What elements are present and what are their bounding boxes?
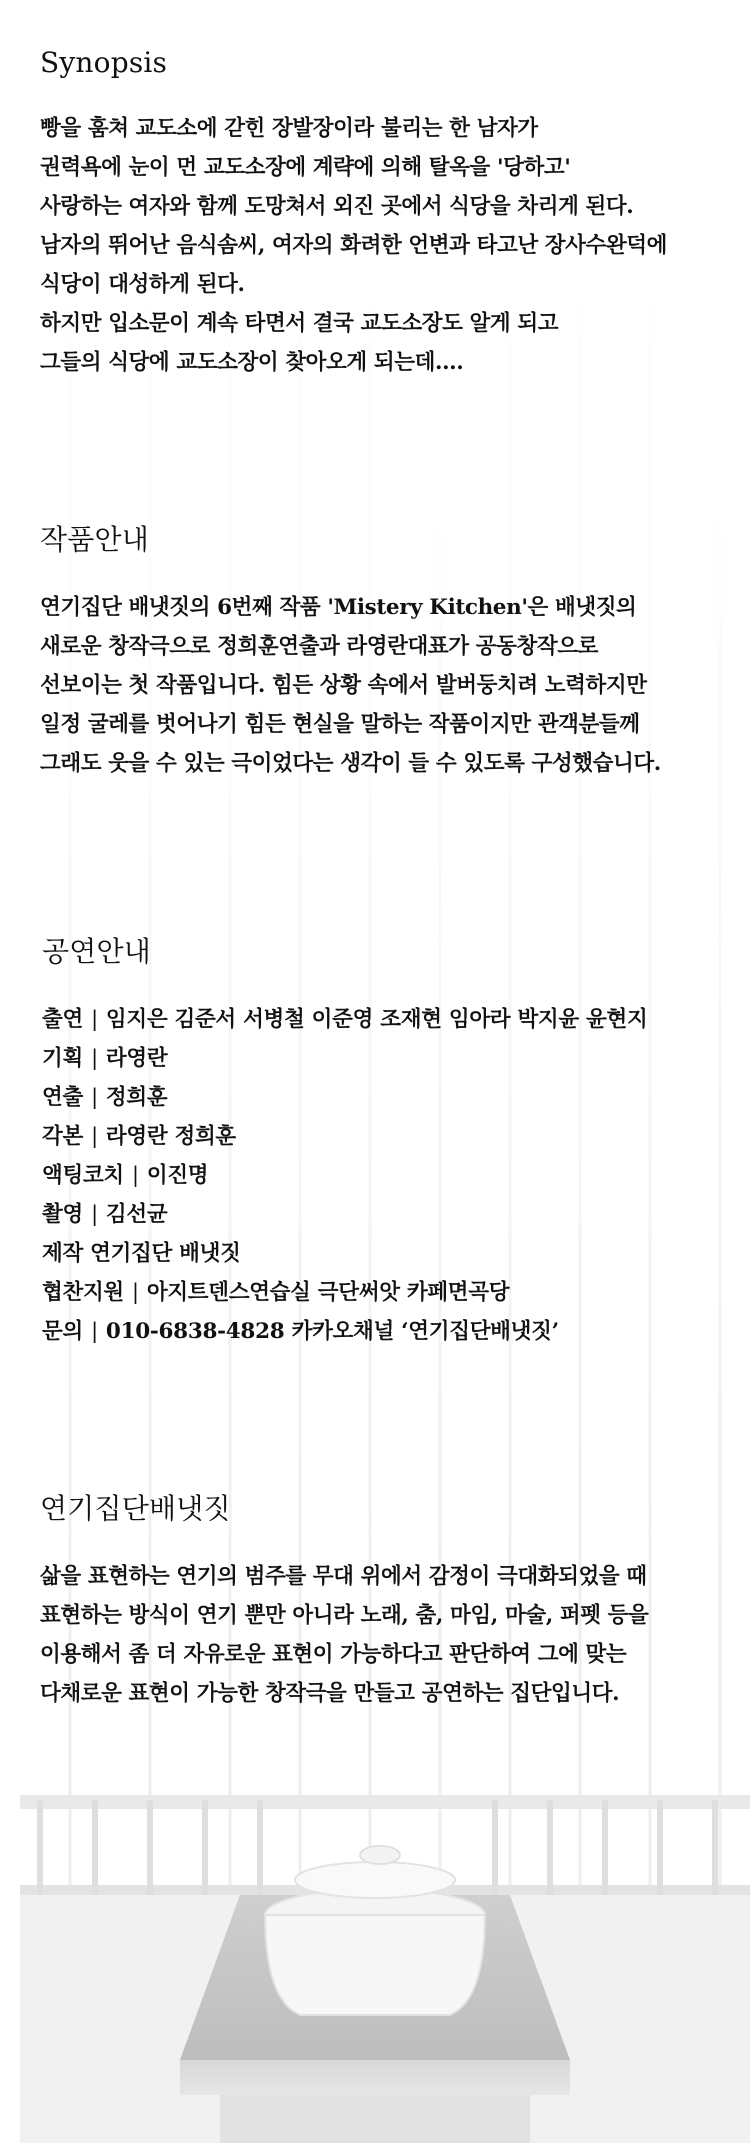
credit-label: 각본: [42, 1124, 83, 1149]
credit-separator: |: [90, 1202, 98, 1227]
credit-value: 이진명: [146, 1163, 209, 1188]
credit-separator: |: [131, 1163, 139, 1188]
credit-value: 010-6838-4828 카카오채널 ‘연기집단배냇짓’: [105, 1319, 559, 1344]
credit-item: [42, 1273, 732, 1312]
about-work-heading: 작품안내: [40, 523, 149, 556]
credit-label: 문의: [42, 1319, 83, 1344]
synopsis-line: 남자의 뛰어난 음식솜씨, 여자의 화려한 언변과 타고난 장사수완덕에: [40, 233, 668, 258]
performance-heading: 공연안내: [42, 935, 151, 968]
performance-section: [42, 930, 732, 1351]
credit-label: 제작 연기집단 배냇짓: [42, 1241, 241, 1266]
credit-item: [42, 1039, 732, 1078]
about-work-line: 일정 굴레를 벗어나기 힘든 현실을 말하는 작품이지만 관객분들께: [40, 712, 640, 737]
credits-list: [42, 1000, 732, 1351]
about-work-section: [40, 518, 730, 783]
credit-item: [42, 1234, 732, 1273]
credit-label: 연출: [42, 1085, 83, 1110]
credit-separator: |: [131, 1280, 139, 1305]
credit-separator: |: [90, 1319, 98, 1344]
synopsis-line: 빵을 훔쳐 교도소에 갇힌 장발장이라 불리는 한 남자가: [40, 116, 538, 141]
about-work-text: [40, 588, 730, 783]
credit-separator: |: [90, 1124, 98, 1149]
about-work-line: 그래도 웃을 수 있는 극이었다는 생각이 들 수 있도록 구성했습니다.: [40, 751, 661, 776]
troupe-line: 다채로운 표현이 가능한 창작극을 만들고 공연하는 집단입니다.: [40, 1681, 620, 1706]
credit-value: 아지트덴스연습실 극단써앗 카페면곡당: [146, 1280, 510, 1305]
credit-value: 김선균: [105, 1202, 168, 1227]
credit-item: [42, 1078, 732, 1117]
credit-item: [42, 1117, 732, 1156]
credit-value: 라영란 정희훈: [105, 1124, 236, 1149]
credit-separator: |: [90, 1046, 98, 1071]
credit-value: 정희훈: [105, 1085, 168, 1110]
synopsis-line: 식당이 대성하게 된다.: [40, 272, 245, 297]
troupe-line: 삶을 표현하는 연기의 범주를 무대 위에서 감정이 극대화되었을 때: [40, 1564, 647, 1589]
troupe-heading: 연기집단배냇짓: [40, 1492, 231, 1525]
credit-label: 촬영: [42, 1202, 83, 1227]
about-work-line: 선보이는 첫 작품입니다. 힘든 상황 속에서 발버둥치려 노력하지만: [40, 673, 647, 698]
synopsis-line: 사랑하는 여자와 함께 도망쳐서 외진 곳에서 식당을 차리게 된다.: [40, 194, 634, 219]
synopsis-line: 그들의 식당에 교도소장이 찾아오게 되는데....: [40, 350, 464, 375]
credit-item: [42, 1000, 732, 1039]
credit-label: 액팅코치: [42, 1163, 124, 1188]
synopsis-line: 하지만 입소문이 계속 타면서 결국 교도소장도 알게 되고: [40, 311, 559, 336]
credit-value: 임지은 김준서 서병철 이준영 조재현 임아라 박지윤 윤현지: [105, 1007, 648, 1032]
credit-item: [42, 1312, 732, 1351]
troupe-section: [40, 1487, 730, 1713]
synopsis-line: 권력욕에 눈이 먼 교도소장에 계략에 의해 탈옥을 '당하고': [40, 155, 571, 180]
synopsis-section: [40, 46, 730, 382]
credit-separator: |: [90, 1007, 98, 1032]
troupe-line: 이용해서 좀 더 자유로운 표현이 가능하다고 판단하여 그에 맞는: [40, 1642, 627, 1667]
credit-item: [42, 1195, 732, 1234]
credit-label: 협찬지원: [42, 1280, 124, 1305]
credit-item: [42, 1156, 732, 1195]
credit-value: 라영란: [105, 1046, 168, 1071]
credit-label: 기획: [42, 1046, 83, 1071]
credit-label: 출연: [42, 1007, 83, 1032]
troupe-line: 표현하는 방식이 연기 뿐만 아니라 노래, 춤, 마임, 마술, 퍼펫 등을: [40, 1603, 649, 1628]
synopsis-text: [40, 109, 730, 382]
synopsis-heading: Synopsis: [40, 46, 168, 79]
about-work-line: 새로운 창작극으로 정희훈연출과 라영란대표가 공동창작으로: [40, 634, 598, 659]
troupe-text: [40, 1557, 730, 1713]
credit-separator: |: [90, 1085, 98, 1110]
about-work-line: 연기집단 배냇짓의 6번째 작품 'Mistery Kitchen'은 배냇짓의: [40, 595, 637, 620]
